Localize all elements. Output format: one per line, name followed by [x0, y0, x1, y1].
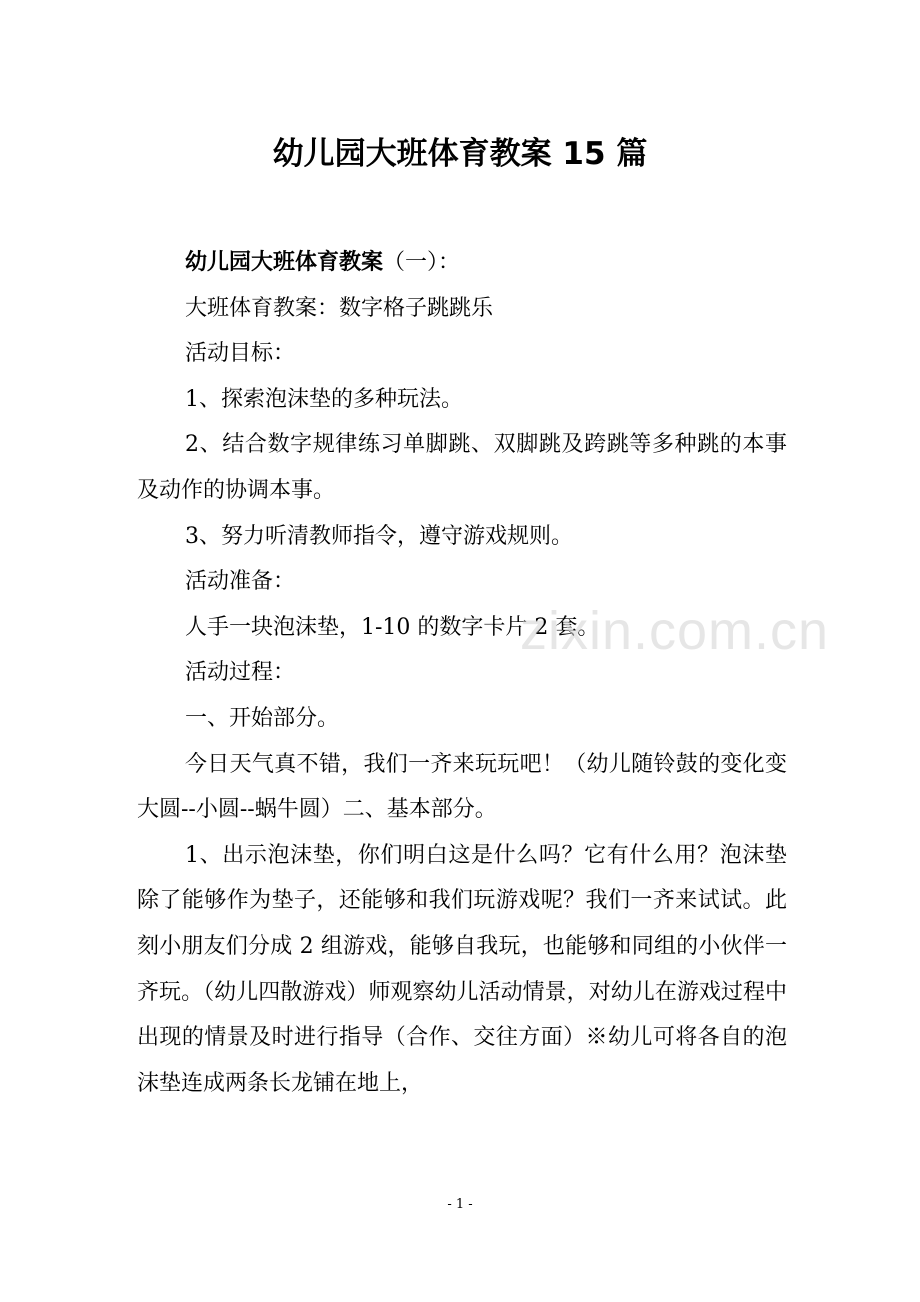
watermark: zixin.com.cn	[520, 601, 830, 661]
section-heading: 幼儿园大班体育教案	[185, 250, 384, 275]
paragraph-prep-heading: 活动准备：	[185, 569, 296, 595]
page-number: - 1 -	[447, 1197, 473, 1212]
paragraph-goal-1: 1、探索泡沫垫的多种玩法。	[185, 386, 463, 412]
document-body	[137, 240, 787, 1106]
paragraph-goal-2: 2、结合数字规律练习单脚跳、双脚跳及跨跳等多种跳的本事及动作的协调本事。	[137, 432, 787, 503]
paragraph-opening-activity: 今日天气真不错，我们一齐来玩玩吧！（幼儿随铃鼓的变化变大圆--小圆--蜗牛圆）二、基本部分。	[137, 751, 787, 823]
paragraph-goals-heading: 活动目标：	[185, 341, 296, 367]
paragraph-prep-materials: 人手一块泡沫垫，1-10 的数字卡片 2 套。	[185, 614, 600, 640]
paragraph-process-heading: 活动过程：	[185, 660, 296, 686]
section-heading-suffix: （一）：	[383, 250, 461, 275]
paragraph-lesson-title: 大班体育教案：数字格子跳跳乐	[185, 295, 494, 321]
section-heading-paragraph	[137, 240, 787, 286]
paragraph-foam-mat-activity: 1、出示泡沫垫，你们明白这是什么吗？它有什么用？泡沫垫除了能够作为垫子，还能够和我们玩游戏呢？我们一齐来试试。此刻小朋友们分成 2 组游戏，能够自我玩，也能够和同组的小伙伴一齐玩。（幼儿四散游戏）师观察幼儿活动情景，对幼儿在游戏过程中出现的情景及时进行指导（合作、交往方面）※幼儿可将各自的泡沫垫连成两条长龙铺在地上，	[137, 842, 787, 1096]
paragraph-goal-3: 3、努力听清教师指令，遵守游戏规则。	[185, 523, 573, 549]
paragraph-opening-part: 一、开始部分。	[185, 705, 340, 731]
document-title: 幼儿园大班体育教案 15 篇	[272, 136, 648, 172]
